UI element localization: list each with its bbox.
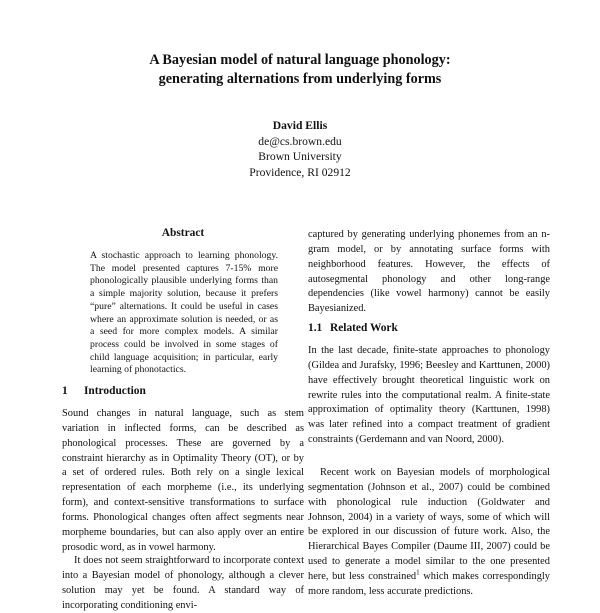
related-paragraph-2-text: Recent work on Bayesian models of morphological segmentation (Johnson et al., 2007) could be combined with phonological rule induction (Goldwater and Johnson, 2004) in a variety of ways, some of which will be explored in our discussion of future work. Also, the Hierarchical Bayes Compiler (Daume III, 2007) could be used to generate a model similar to the one presented here, but less constrained — [308, 467, 550, 582]
author-block — [0, 118, 600, 180]
related-paragraph-1: In the last decade, finite-state approaches to phonology (Gildea and Jurafsky, 1996; Beesley and Karttunen, 2000) have effectively brought theoretical linguistic work on rewrite rules into the computational realm. A finite-state approximation of optimality theory (Karttunen, 1998) was later refined into a compact treatment of gradient constraints (Gerdemann and van Noord, 2000). — [308, 345, 550, 446]
intro-heading — [62, 384, 146, 399]
related-work-number: 1.1 — [308, 322, 323, 334]
abstract-text: A stochastic approach to learning phonology. The model presented captures 7-15% more phonologically plausible underlying forms than a simple majority solution, because it prefers “pure” alternations. It could be useful in cases where an approximate solution is needed, or as a seed for more complex models. A similar process could be involved in some stages of child language acquisition; in particular, early learning of phonotactics. — [90, 250, 278, 376]
paper-title — [0, 51, 600, 89]
intro-title: Introduction — [84, 385, 146, 397]
author-affiliation: Brown University — [258, 150, 342, 164]
abstract-heading: Abstract — [161, 227, 205, 239]
title-line-2: generating alternations from underlying forms — [158, 71, 442, 87]
right-continued-paragraph: captured by generating underlying phonemes from an n-gram model, or by annotating surface forms with neighborhood features. However, the effects of autosegmental phonology and other long-range dependencies (like vowel harmony) cannot be easily Bayesianized. — [308, 229, 550, 315]
footnote-marker: 1 — [416, 568, 420, 577]
author-address: Providence, RI 02912 — [249, 165, 351, 179]
related-work-heading — [308, 321, 398, 336]
related-paragraph-2 — [308, 466, 550, 600]
author-email: de@cs.brown.edu — [258, 134, 342, 148]
related-paragraph-2-end: which makes correspondingly more random, less accurate predictions. — [308, 570, 550, 597]
title-line-1: A Bayesian model of natural language phonology: — [149, 52, 451, 68]
author-name: David Ellis — [272, 119, 328, 132]
intro-paragraph-1: Sound changes in natural language, such as stem variation in inflected forms, can be described as phonological processes. These are governed by a constraint hierarchy as in Optimality Theory (OT), or by a set of ordered rules. Both rely on a single lexical representation of each morpheme (i.e., its underlying form), and context-sensitive transformations to surface forms. Phonological changes often affect segments near morpheme boundaries, but can also apply over an entire prosodic word, as in vowel harmony. — [62, 408, 304, 553]
related-work-title: Related Work — [330, 322, 398, 334]
intro-number: 1 — [62, 385, 68, 397]
intro-paragraph-2: It does not seem straightforward to incorporate context into a Bayesian model of phonology, although a clever solution may yet be found. A standard way of incorporating conditioning envi- — [62, 555, 304, 611]
